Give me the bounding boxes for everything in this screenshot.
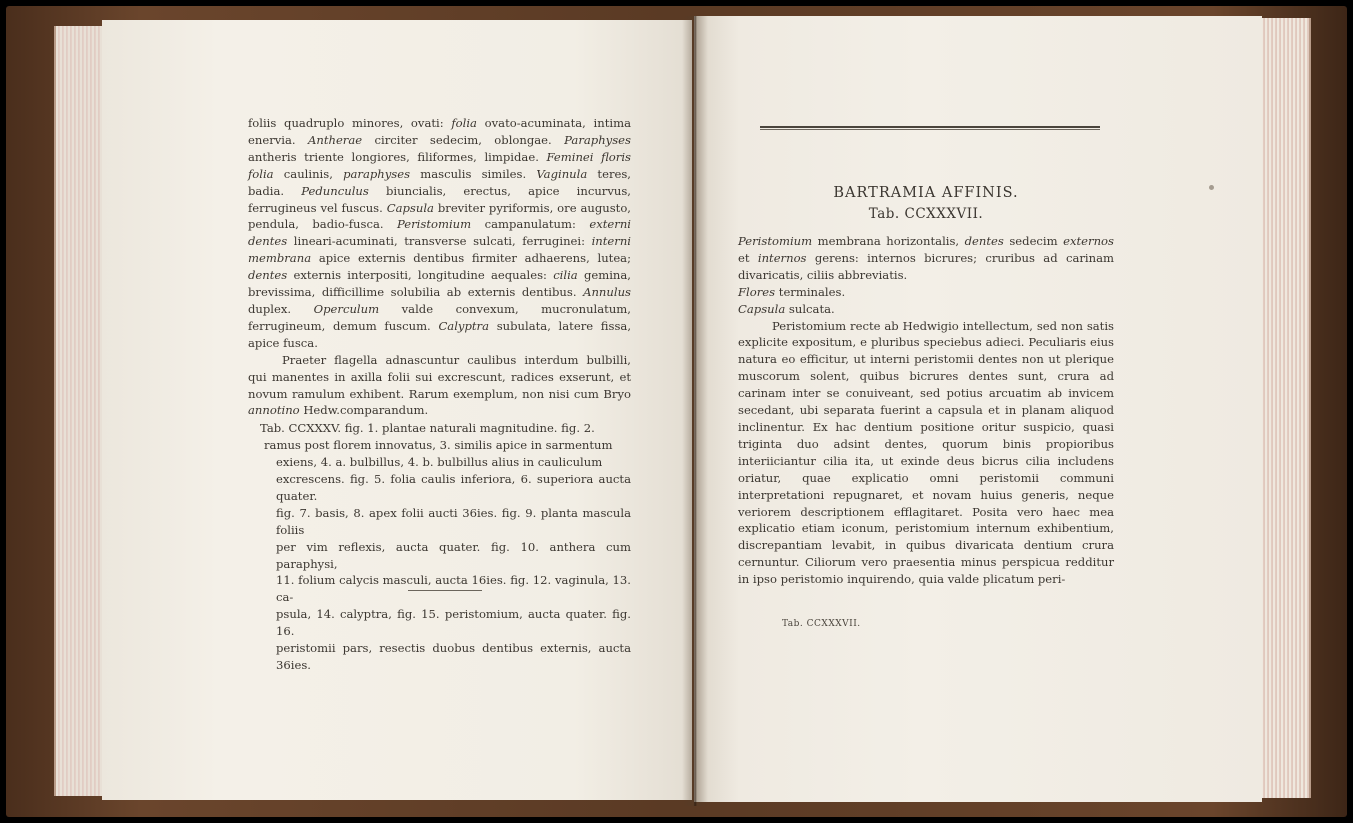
- italic-term: Capsula: [386, 200, 434, 215]
- italic-term: Flores: [738, 284, 776, 299]
- top-rule: [760, 126, 1100, 128]
- description-paragraph: foliis quadruplo minores, ovati: folia ovato-acuminata, intima enervia. Antherae circiter sedecim, oblongae. Paraphyses antheris triente longiores, filiformes, limpidae. Feminei floris folia caulinis, paraphyses masculis similes. Vaginula teres, badia. Pedunculus biuncialis, erectus, apice incurvus, ferrugineus vel fuscus. Capsula breviter pyriformis, ore augusto, pendula, badio-fusca. Peristomium campanulatum: externi dentes lineari-acuminati, transverse sulcati, ferruginei: interni membrana apice externis dentibus firmiter adhaerens, lutea; dentes externis interpositi, longitudine aequales: cilia gemina, brevissima, difficillime solubilia ab externis dentibus. Annulus duplex. Operculum valde convexum, mucronulatum, ferrugineum, demum fuscum. Calyptra subulata, latere fissa, apice fusca.: [248, 116, 632, 350]
- plate-line: fig. 7. basis, 8. apex folii aucti 36ies. fig. 9. planta mascula foliis: [276, 505, 631, 537]
- italic-term: Operculum: [313, 301, 380, 316]
- plate-line: exiens, 4. a. bulbillus, 4. b. bulbillus alius in cauliculum: [276, 455, 603, 470]
- italic-term: externi dentes: [248, 217, 631, 249]
- italic-term: Vaginula: [536, 166, 588, 181]
- bulbilli-paragraph: Praeter flagella adnascuntur caulibus interdum bulbilli, qui manentes in axilla folii sui excrescunt, radices exserunt, et novum ramulum exhibent. Rarum exemplum, non nisi cum Bryo annotino Hedw.comparandum.: [248, 352, 631, 418]
- italic-term: cilia: [553, 268, 578, 283]
- plate-line: excrescens. fig. 5. folia caulis inferiora, 6. superiora aucta quater.: [276, 472, 631, 503]
- plate-line: peristomii pars, resectis duobus dentibus externis, aucta 36ies.: [276, 641, 631, 672]
- plate-number: Tab. CCXXXVII.: [868, 206, 984, 222]
- italic-term: internos: [757, 250, 807, 265]
- plate-line: ramus post florem innovatus, 3. similis apice in sarmentum: [264, 438, 613, 453]
- plate-explanation: [248, 420, 631, 674]
- plate-line: Tab. CCXXXV. fig. 1. plantae naturali magnitudine. fig. 2.: [260, 421, 595, 436]
- open-book: [14, 12, 1339, 811]
- italic-term: Capsula: [738, 301, 786, 316]
- plate-line: 11. folium calycis masculi, aucta 16ies. fig. 12. vaginula, 13. ca-: [276, 573, 631, 605]
- plate-line: psula, 14. calyptra, fig. 15. peristomium, aucta quater. fig. 16.: [276, 607, 631, 639]
- diagnosis: Peristomium membrana horizontalis, dentes sedecim externos et internos gerens: internos bicrures; cruribus ad carinam divaricatis, ciliis abbreviatis.: [738, 234, 1114, 282]
- italic-term: dentes: [248, 268, 288, 283]
- italic-term: Antherae: [307, 132, 363, 147]
- italic-term: Peristomium: [738, 234, 813, 248]
- italic-term: interni membrana: [248, 234, 631, 266]
- species-title: BARTRAMIA AFFINIS.: [833, 185, 1019, 201]
- top-rule-thin: [760, 129, 1100, 130]
- italic-term: Peristomium: [397, 217, 472, 232]
- italic-term: annotino: [248, 403, 300, 418]
- italic-term: Paraphyses: [564, 132, 631, 147]
- flores-line: Flores terminales.: [738, 284, 846, 299]
- italic-term: Annulus: [583, 285, 631, 300]
- paper-spot: [1209, 185, 1214, 190]
- italic-term: Feminei floris folia: [248, 149, 631, 181]
- italic-term: Pedunculus: [301, 183, 369, 198]
- italic-term: externos: [1063, 234, 1114, 248]
- discussion-paragraph: Peristomium recte ab Hedwigio intellectum, sed non satis explicite expositum, e pluribus speciebus adieci. Peculiaris eius natura eo efficitur, ut interni peristomii dentes non ut plerique muscorum solent, quibus bicrures dentes sunt, crura ad carinam inter se conuiveant, sed potius arcuatim ab invicem secedant, ubi separata fuerint a capsula et in planam aliquod inclinentur. Ex hac dentium positione oritur suspicio, quasi triginta duo adsint dentes, quorum binis propioribus interiiciantur cilia ita, ut exinde deus bicrus cilia includens oriatur, quae explicatio omni peristomii communi interpretationi repugnaret, et novam huius generis, neque veriorem descriptionem efflagitaret. Posita vero haec mea explicatio etiam iconum, peristomium internum exhibentium, discrepantiam levabit, in quibus divaricata dentium crura cernuntur. Ciliorum vero praesentia minus perspicua redditur in ipso peristomio inquirendo, quia valde plicatum peri-: [738, 318, 1114, 587]
- capsula-line: Capsula sulcata.: [738, 301, 835, 316]
- italic-term: paraphyses: [343, 166, 411, 181]
- plate-line: per vim reflexis, aucta quater. fig. 10. anthera cum paraphysi,: [276, 539, 631, 571]
- italic-term: folia: [451, 116, 477, 130]
- left-end-rule: [408, 590, 482, 591]
- book-gutter: [682, 16, 708, 806]
- italic-term: Calyptra: [438, 318, 490, 333]
- catchword: Tab. CCXXXVII.: [782, 619, 861, 629]
- right-page-text: [738, 233, 1114, 588]
- italic-term: dentes: [964, 234, 1004, 248]
